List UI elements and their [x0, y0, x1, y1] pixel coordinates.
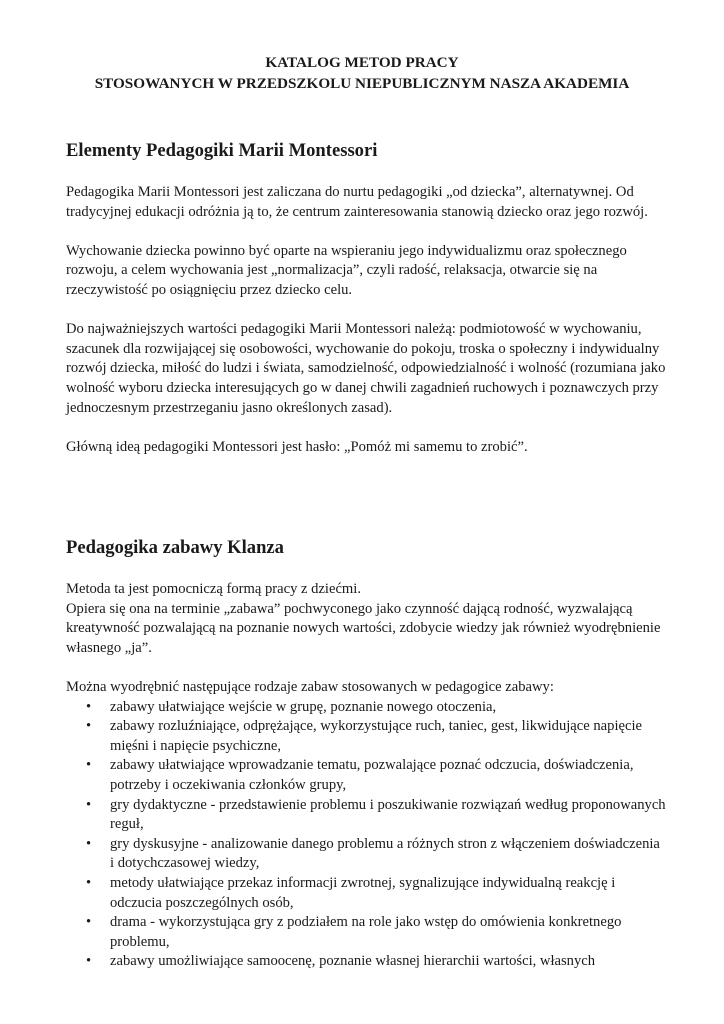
document-title	[0, 52, 724, 94]
paragraph: Można wyodrębnić następujące rodzaje zabaw stosowanych w pedagogice zabawy:	[66, 678, 554, 695]
list-item: • zabawy rozluźniające, odprężające, wykorzystujące ruch, taniec, gest, likwidujące napięcie mięśni i napięcie psychiczne,	[66, 717, 666, 756]
section-heading-klanza: Pedagogika zabawy Klanza	[66, 537, 284, 558]
title-line-1: KATALOG METOD PRACY	[265, 54, 459, 71]
list-item: • drama - wykorzystująca gry z podziałem na role jako wstęp do omówienia konkretnego problemu,	[66, 913, 666, 952]
list-item: • zabawy ułatwiające wejście w grupę, poznanie nowego otoczenia,	[66, 698, 666, 718]
paragraph: Wychowanie dziecka powinno być oparte na wspieraniu jego indywidualizmu oraz społecznego rozwoju, a celem wychowania jest „normalizacja”, czyli radość, relaksacja, otwarcie się na rzeczywistość po osiągnięciu przez dziecko celu.	[66, 242, 627, 298]
section-klanza	[66, 536, 666, 972]
section-montessori	[66, 139, 666, 457]
section-heading-montessori: Elementy Pedagogiki Marii Montessori	[66, 140, 378, 161]
list-item: • zabawy ułatwiające wprowadzanie tematu, pozwalające poznać odczucia, doświadczenia, potrzeby i oczekiwania członków grupy,	[66, 756, 666, 795]
list-item: • zabawy umożliwiające samoocenę, poznanie własnej hierarchii wartości, własnych	[66, 952, 666, 972]
list-item: • metody ułatwiające przekaz informacji zwrotnej, sygnalizujące indywidualną reakcję i odczucia poszczególnych osób,	[66, 874, 666, 913]
paragraph: Pedagogika Marii Montessori jest zaliczana do nurtu pedagogiki „od dziecka”, alternatywnej. Od tradycyjnej edukacji odróżnia ją to, że centrum zainteresowania stanowią dziecko oraz jego rozwój.	[66, 184, 648, 220]
title-line-2: STOSOWANYCH W PRZEDSZKOLU NIEPUBLICZNYM NASZA AKADEMIA	[94, 75, 630, 92]
play-types-list	[66, 698, 666, 972]
list-item: • gry dydaktyczne - przedstawienie problemu i poszukiwanie rozwiązań według proponowanych reguł,	[66, 796, 666, 835]
paragraph: Opiera się ona na terminie „zabawa” pochwyconego jako czynność dającą rodność, wyzwalającą kreatywność pozwalającą na poznanie nowych wartości, zdobycie wiedzy jak również wyodrębnienie własnego „ja”.	[66, 600, 661, 656]
paragraph: Metoda ta jest pomocniczą formą pracy z dziećmi.	[66, 581, 361, 597]
paragraph: Główną ideą pedagogiki Montessori jest hasło: „Pomóż mi samemu to zrobić”.	[66, 438, 528, 455]
paragraph: Do najważniejszych wartości pedagogiki Marii Montessori należą: podmiotowość w wychowaniu, szacunek dla rozwijającej się osobowości, wychowanie do pokoju, troska o społeczny i indywidualny rozwój dziecka, miłość do ludzi i świata, samodzielność, odpowiedzialność i wolność (rozumiana jako wolność wyboru dziecka interesujących go w danej chwili zagadnień ruchowych i poznawczych przy jednoczesnym przestrzeganiu jasno określonych zasad).	[66, 321, 666, 416]
list-item: • gry dyskusyjne - analizowanie danego problemu a różnych stron z włączeniem doświadczenia i dotychczasowej wiedzy,	[66, 835, 666, 874]
